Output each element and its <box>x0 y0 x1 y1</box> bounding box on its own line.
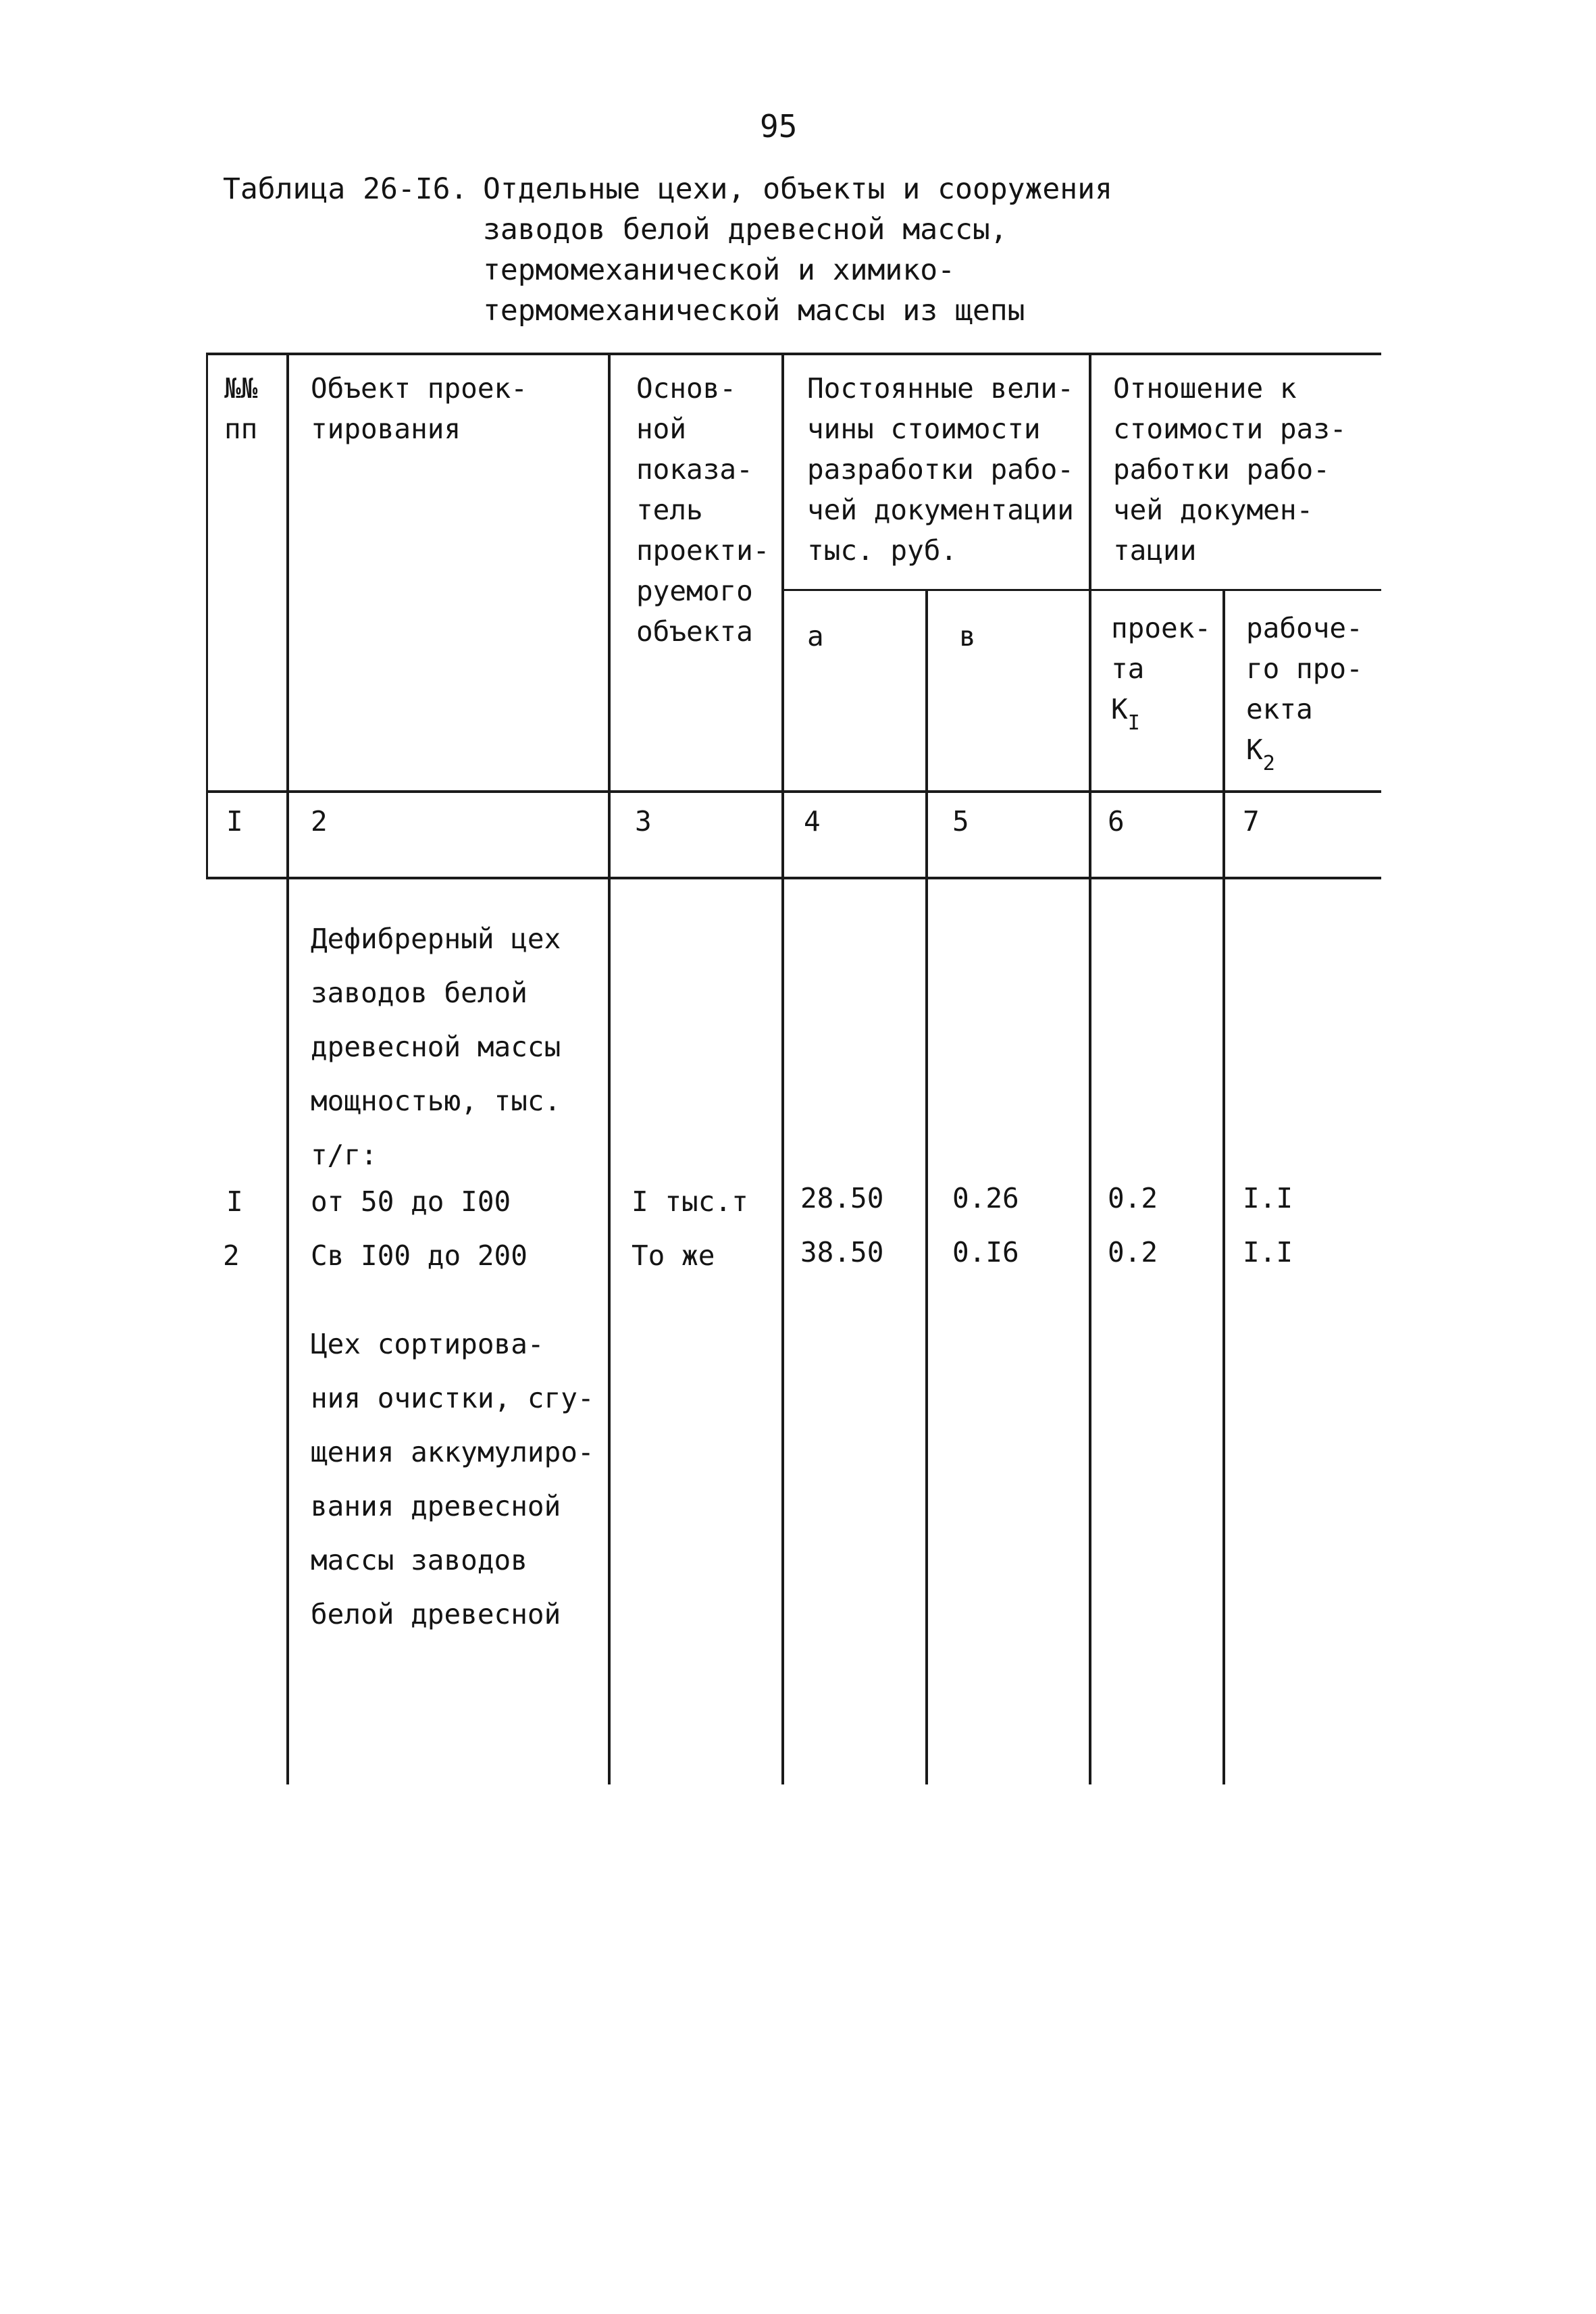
header-constant-values: Постоянные вели- чины стоимости разработки рабо- чей документации тыс. руб. <box>807 372 1074 567</box>
row-object: Св I00 до 200 <box>311 1239 527 1272</box>
header-ratio: Отношение к стоимости раз- работки рабо- чей докумен- тации <box>1113 372 1347 567</box>
row-ratio-k1: 0.2 <box>1108 1182 1158 1214</box>
caption-line: термомеханической и химико- <box>483 253 955 287</box>
row-indicator: То же <box>632 1239 715 1272</box>
table-rule <box>781 353 784 1784</box>
header-constant-b: в <box>959 620 976 652</box>
row-constant-a: 38.50 <box>800 1236 884 1268</box>
table-rule <box>206 790 1381 793</box>
row-constant-a: 28.50 <box>800 1182 884 1214</box>
column-number: 2 <box>311 805 328 838</box>
table-rule <box>925 591 928 1784</box>
row-constant-b: 0.26 <box>952 1182 1019 1214</box>
table-rule <box>206 353 1381 355</box>
table-rule <box>1222 591 1225 1784</box>
page-number: 95 <box>760 108 798 145</box>
caption-prefix: Таблица 26-I6. <box>223 172 468 206</box>
row-constant-b: 0.I6 <box>952 1236 1019 1268</box>
row-number: I <box>226 1185 243 1218</box>
header-ratio-k2 <box>1246 608 1363 773</box>
row-ratio-k1: 0.2 <box>1108 1236 1158 1268</box>
column-number: 6 <box>1108 805 1125 838</box>
table-rule <box>783 589 1381 591</box>
caption-line: заводов белой древесной массы, <box>483 213 1008 247</box>
header-ratio-k1-subscript: I <box>1127 711 1140 735</box>
caption-line: термомеханической массы из щепы <box>483 294 1025 328</box>
section-title: Цех сортирова- ния очистки, сгу- щения аккумулиро- вания древесной массы заводов белой древесной <box>311 1328 594 1630</box>
caption-line: Отдельные цехи, объекты и сооружения <box>483 172 1112 206</box>
header-ratio-k1 <box>1111 608 1211 733</box>
header-object: Объект проек- тирования <box>311 372 527 445</box>
section-title: Дефибрерный цех заводов белой древесной массы мощностью, тыс. т/г: <box>311 923 561 1171</box>
header-ratio-k2-subscript: 2 <box>1262 752 1275 775</box>
column-number: 5 <box>952 805 969 838</box>
table-rule <box>1089 353 1091 1784</box>
row-ratio-k2: I.I <box>1243 1236 1293 1268</box>
column-number: 4 <box>804 805 821 838</box>
header-main-indicator: Основ- ной показа- тель проекти- руемого объекта <box>636 372 770 648</box>
row-indicator: I тыс.т <box>632 1185 748 1218</box>
table-rule <box>608 353 611 1784</box>
header-ratio-k2-text: рабоче- го про- екта К <box>1246 612 1363 766</box>
column-number: I <box>226 805 243 838</box>
header-ratio-k1-text: проек- та К <box>1111 612 1212 725</box>
table-rule <box>206 877 1381 879</box>
column-number: 3 <box>635 805 652 838</box>
header-constant-a: а <box>807 620 824 652</box>
row-object: от 50 до I00 <box>311 1185 511 1218</box>
column-number: 7 <box>1243 805 1260 838</box>
table-rule <box>206 353 208 879</box>
header-row-number: №№ пп <box>224 372 258 445</box>
table-rule <box>286 353 289 1784</box>
row-ratio-k2: I.I <box>1243 1182 1293 1214</box>
row-number: 2 <box>223 1239 240 1272</box>
